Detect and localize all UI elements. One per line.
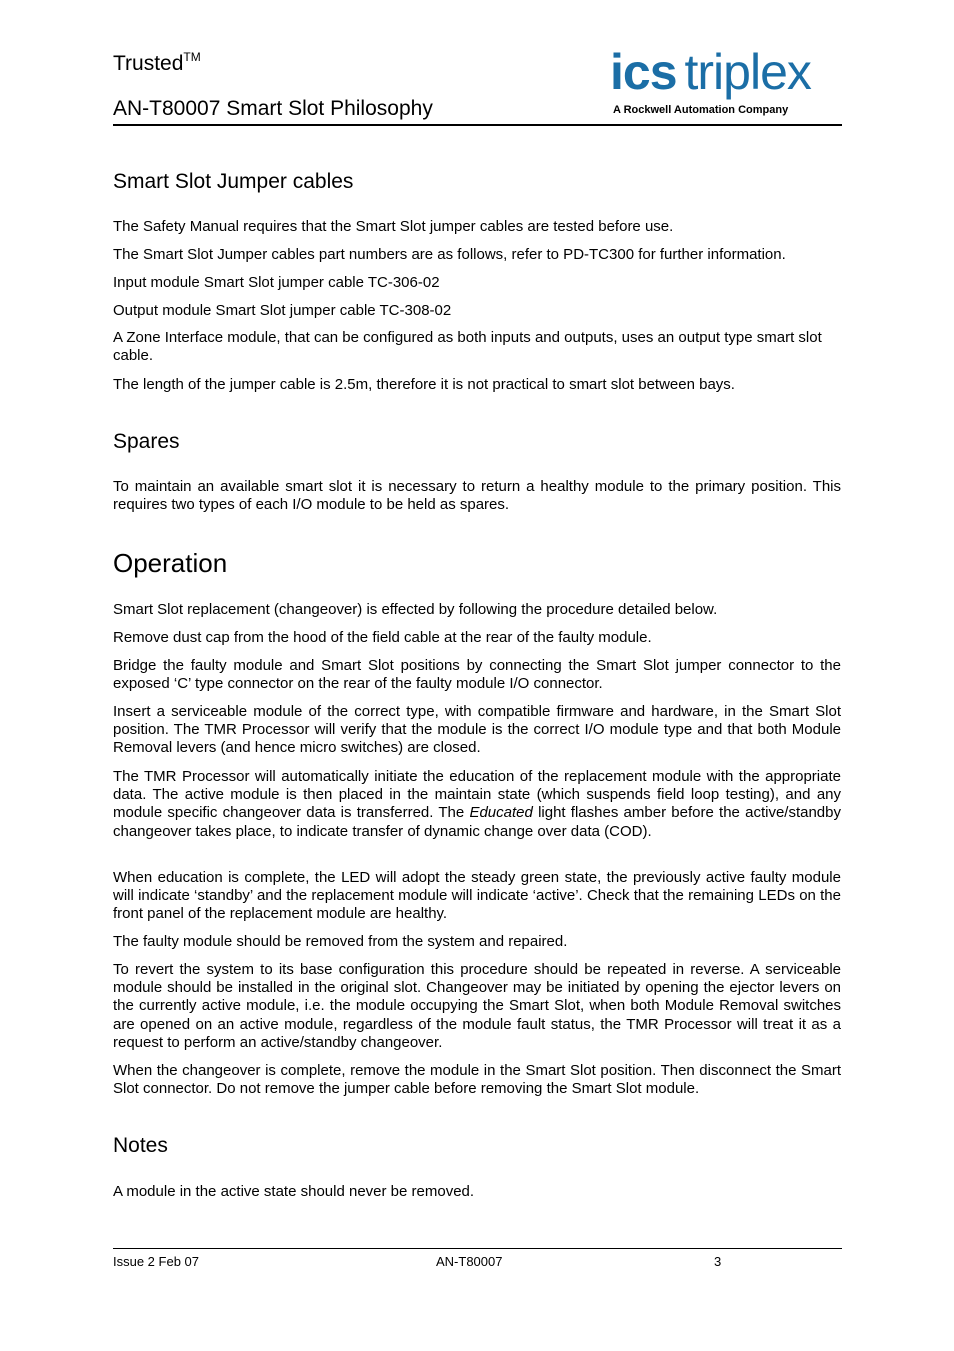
paragraph-text: The TMR Processor will automatically initiate the education of the replacement module with the appropriate data. The active module is then placed in the maintain state (which suspends field loop testing), and any module specific changeover data is transferred. The	[113, 768, 841, 822]
logo-tagline-prefix: A	[613, 104, 624, 116]
logo-tagline-suffix: Company	[735, 104, 789, 116]
heading-jumper-cables: Smart Slot Jumper cables	[113, 170, 354, 193]
paragraph: When the changeover is complete, remove the module in the Smart Slot position. Then disconnect the Smart Slot connector. Do not remove the jumper cable before removing the Smart Slot module.	[113, 1062, 841, 1098]
paragraph-text: light flashes amber before the active/standby changeover takes place, to indicate transfer of dynamic change over data (COD).	[113, 804, 841, 840]
paragraph: A Zone Interface module, that can be configured as both inputs and outputs, uses an output type smart slot cable.	[113, 329, 822, 365]
paragraph: A module in the active state should never be removed.	[113, 1183, 475, 1200]
paragraph: The Safety Manual requires that the Smart Slot jumper cables are tested before use.	[113, 218, 674, 235]
footer-divider	[113, 1248, 842, 1249]
product-name: Trusted	[113, 52, 184, 75]
paragraph: When education is complete, the LED will adopt the steady green state, the previously active faulty module will indicate ‘standby’ and the replacement module will indicate ‘active’. Check that the remaining LEDs on the front panel of the replacement module are healthy.	[113, 869, 841, 923]
paragraph: Insert a serviceable module of the correct type, with compatible firmware and hardware, in the Smart Slot position. The TMR Processor will verify that the module is the correct I/O module type and that both Module Removal levers (and hence micro switches) are closed.	[113, 703, 841, 757]
heading-notes: Notes	[113, 1134, 168, 1157]
paragraph: To maintain an available smart slot it is necessary to return a healthy module to the primary position. This requires two types of each I/O module to be held as spares.	[113, 478, 841, 514]
heading-spares: Spares	[113, 430, 180, 453]
footer-doc-id: AN-T80007	[436, 1254, 503, 1269]
trademark-mark: TM	[183, 50, 201, 64]
header-divider	[113, 124, 842, 126]
paragraph: The Smart Slot Jumper cables part numbers are as follows, refer to PD-TC300 for further information.	[113, 246, 786, 263]
paragraph: Input module Smart Slot jumper cable TC-306-02	[113, 274, 440, 291]
paragraph: Smart Slot replacement (changeover) is effected by following the procedure detailed below.	[113, 601, 718, 618]
paragraph: To revert the system to its base configuration this procedure should be repeated in reverse. A serviceable module should be installed in the original slot. Changeover may be initiated by opening the ejector levers on the currently active module, i.e. the module occupying the Smart Slot, when both Module Removal switches are opened on an active module, regardless of the module fault status, the TMR Processor will treat it as a request to perform an active/standby changeover.	[113, 961, 841, 1051]
paragraph: The length of the jumper cable is 2.5m, therefore it is not practical to smart slot between bays.	[113, 376, 735, 393]
paragraph-educated	[113, 768, 841, 841]
paragraph: The faulty module should be removed from the system and repaired.	[113, 933, 568, 950]
heading-operation: Operation	[113, 548, 228, 578]
logo-tagline	[613, 103, 788, 117]
paragraph: Bridge the faulty module and Smart Slot positions by connecting the Smart Slot jumper connector to the exposed ‘C’ type connector on the rear of the faulty module I/O connector.	[113, 657, 841, 693]
company-logo	[610, 44, 842, 120]
logo-tagline-brand: Rockwell Automation	[623, 104, 736, 116]
logo-ics: ics	[610, 44, 677, 100]
logo-triplex: triplex	[684, 44, 811, 100]
paragraph: Output module Smart Slot jumper cable TC-308-02	[113, 302, 452, 319]
header-product-name	[113, 51, 201, 77]
educated-term: Educated	[469, 804, 533, 822]
footer-page-number: 3	[714, 1254, 722, 1269]
paragraph: Remove dust cap from the hood of the field cable at the rear of the faulty module.	[113, 629, 652, 646]
document-title: AN-T80007 Smart Slot Philosophy	[113, 97, 433, 120]
logo-wordmark	[610, 44, 811, 100]
footer-issue: Issue 2 Feb 07	[113, 1254, 199, 1269]
